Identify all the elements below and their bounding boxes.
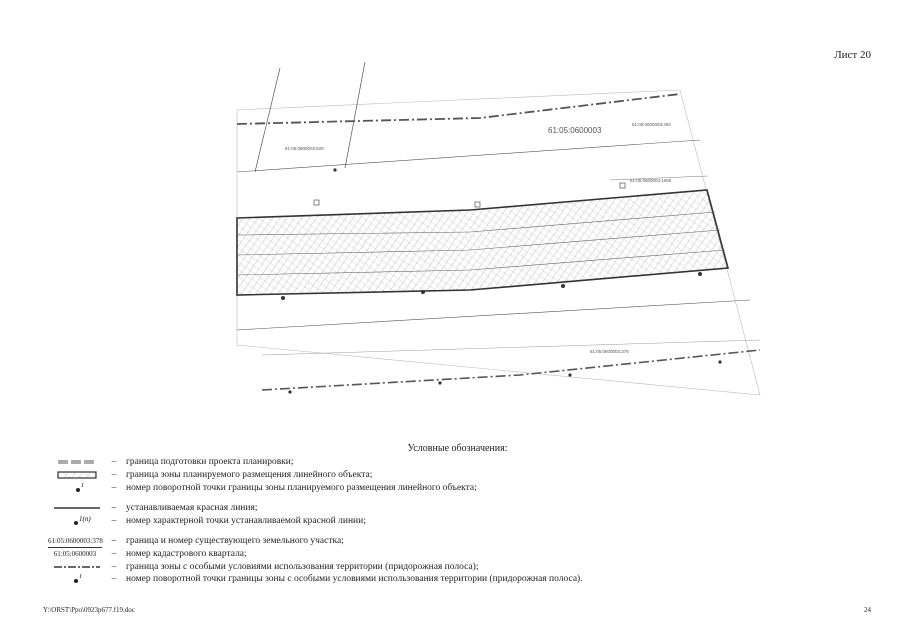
roadside-point-symbol [48,573,102,585]
linear-object-zone [237,190,728,295]
roadside-strip-symbol [48,561,102,573]
project-boundary-symbol [48,456,102,468]
roadside-strip-top [237,94,680,124]
legend-item: – устанавливаемая красная линия; [48,502,257,514]
svg-text:1: 1 [79,574,82,580]
parcel-label: 61:05:0600003:528 [285,146,324,151]
parcel-label: 61:05:0600003:1080 [630,178,672,183]
page-number: 24 [864,606,871,614]
quarter-label: 61:05:0600003 [548,126,602,135]
legend-item: 61:05:0600003:378 – граница и номер существующего земельного участка; [48,536,344,546]
parcel-symbol: 61:05:0600003:378 [48,535,102,548]
legend-item: – граница зоны планируемого размещения линейного объекта; [48,469,372,481]
legend-title: Условные обозначения: [407,443,508,454]
quarter-symbol: 61:05:0600003 [53,550,97,558]
svg-text:1(n): 1(n) [79,515,91,523]
zone-boundary-symbol [48,469,102,481]
legend-item: 1 – номер поворотной точки границы зоны с особыми условиями использования территории (придорожная полоса). [48,573,583,585]
svg-text:1: 1 [81,483,84,489]
document-path: Y:\ORST\Ppo\0923p677.f19.doc [43,606,135,614]
legend-item: – граница зоны с особыми условиями использования территории (придорожная полоса); [48,561,478,573]
legend-item: 61:05:0600003 – номер кадастрового квартала; [48,548,247,560]
legend-item: – граница подготовки проекта планировки; [48,456,294,468]
red-line-point-symbol [48,515,102,527]
parcel-label: 61:05:0600003:494 [632,122,671,127]
red-line-symbol [48,502,102,514]
legend-item: 1(n) – номер характерной точки устанавливаемой красной линии; [48,515,366,527]
roadside-strip-bottom [262,350,760,390]
sheet-label: Лист 20 [834,49,871,61]
legend-item: 1 – номер поворотной точки границы зоны планируемого размещения линейного объекта; [48,482,477,494]
parcel-label: 61:05:0600003:378 [590,349,629,354]
turning-point-symbol [48,482,102,494]
